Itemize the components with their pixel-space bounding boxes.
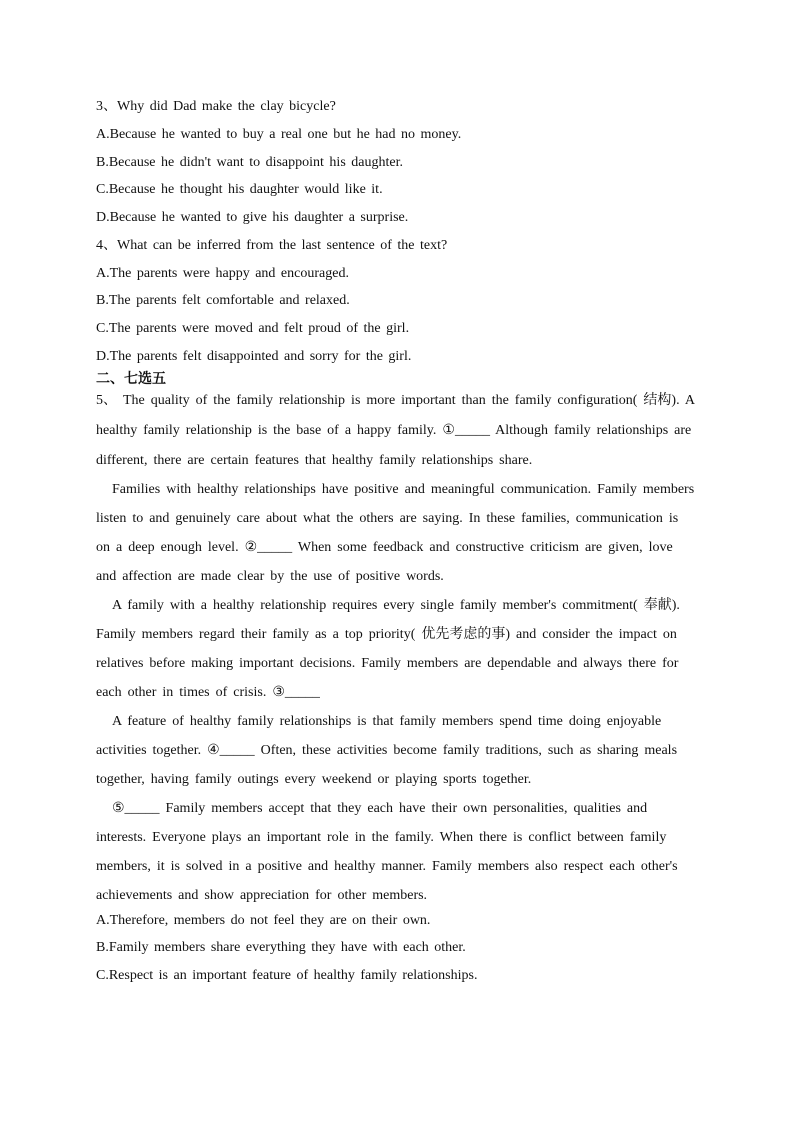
choice-a: A.Therefore, members do not feel they are on their own. [96,912,431,928]
question-3-stem: 3、Why did Dad make the clay bicycle? [96,99,336,114]
question-4-option-c: C.The parents were moved and felt proud of the girl. [96,321,410,337]
passage-paragraph-5: ⑤_____ Family members accept that they each have their own personalities, qualities and interests. Everyone plays an important role in the family. When there is conflict between family members, it is solved in a positive and healthy manner. Family members also respect each other's achievements and show appreciation for other members. [96,800,678,903]
question-4-option-b: B.The parents felt comfortable and relaxed. [96,293,350,309]
question-3-option-c: C.Because he thought his daughter would like it. [96,182,383,198]
question-4-option-d: D.The parents felt disappointed and sorry for the girl. [96,348,412,364]
question-4-option-a: A.The parents were happy and encouraged. [96,265,349,281]
section-title: 二、七选五 [96,370,166,387]
choice-c: C.Respect is an important feature of healthy family relationships. [96,967,478,983]
passage-paragraph-4: A feature of healthy family relationships is that family members spend time doing enjoyable activities together. ④_____ Often, these activities become family traditions, such as sharing meals together, having family outings every weekend or playing sports together. [96,713,678,787]
question-4-stem: 4、What can be inferred from the last sentence of the text? [96,237,448,253]
question-3-option-a: A.Because he wanted to buy a real one but he had no money. [96,127,462,142]
document-page [96,97,696,993]
passage-paragraph-2: Families with healthy relationships have positive and meaningful communication. Family members listen to and genuinely care about what the others are saying. In these families, communication is on a deep enough level. ②_____ When some feedback and constructive criticism are given, love and affection are made clear by the use of positive words. [96,481,695,584]
question-3-option-b: B.Because he didn't want to disappoint his daughter. [96,154,403,170]
question-3-option-d: D.Because he wanted to give his daughter a surprise. [96,210,409,226]
passage-paragraph-3: A family with a healthy relationship requires every single family member's commitment( 奉献). Family members regard their family as a top priority( 优先考虑的事) and consider the impact on relatives before making important decisions. Family members are dependable and always there for each other in times of crisis. ③_____ [96,597,680,700]
choice-b: B.Family members share everything they have with each other. [96,940,466,956]
passage-paragraph-1: 5、 The quality of the family relationship is more important than the family configuration( 结构). A healthy family relationship is the base of a happy family. ①_____ Although family relationships are different, there are certain features that healthy family relationships share. [96,392,695,468]
